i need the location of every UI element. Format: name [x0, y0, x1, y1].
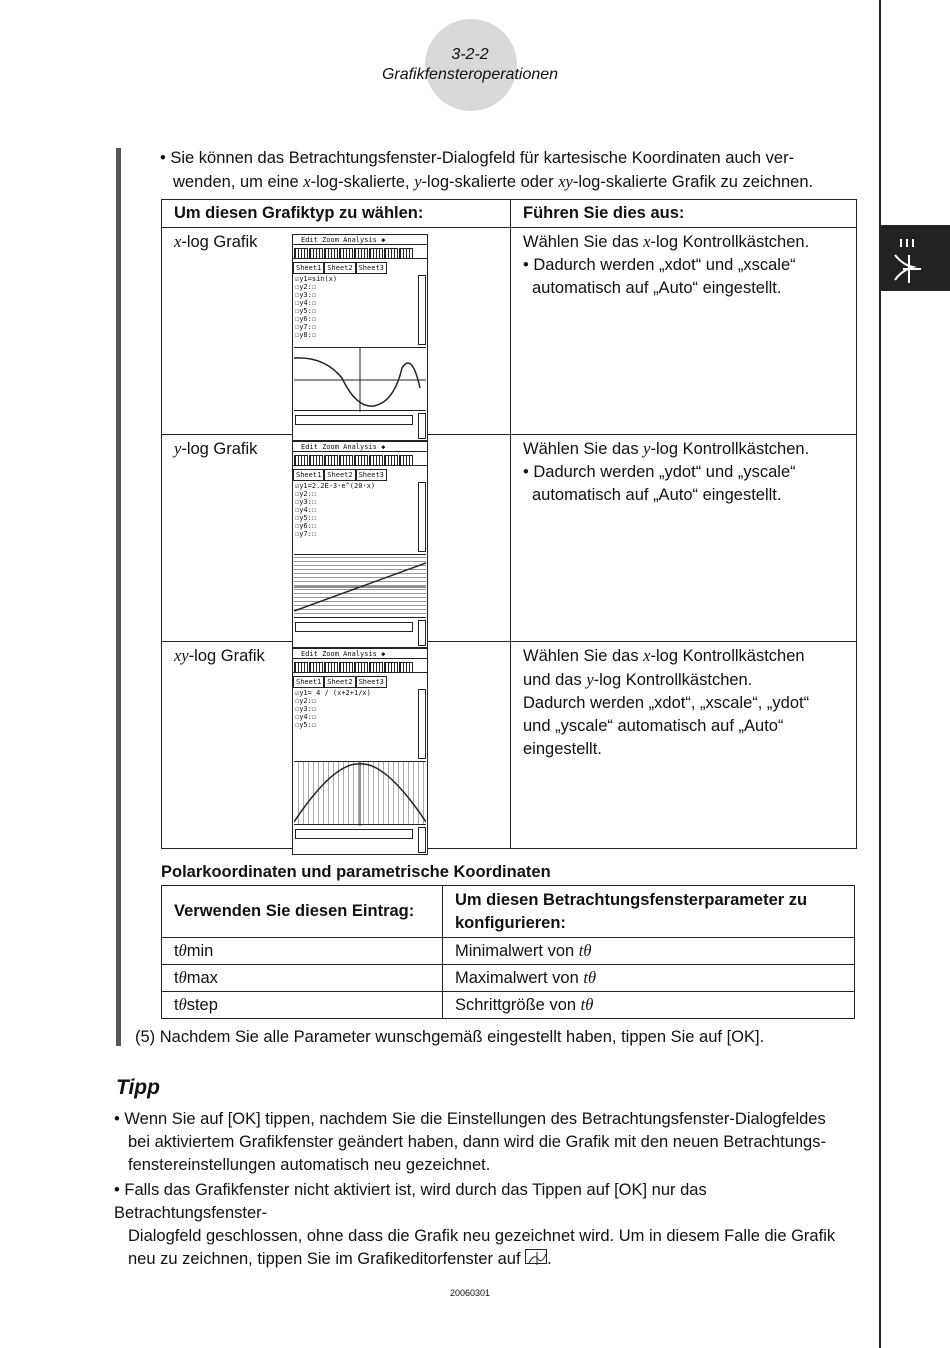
table-row: tθstep Schrittgröße von tθ: [162, 992, 855, 1019]
calculator-screenshot: Edit Zoom Analysis ◆ Sheet1 Sheet2 Sheet3 ☑y1= 4 / (x+2+1/x) ☐y2:☐ ☐y3:☐ ☐y4:☐ ☐y5:☐: [292, 648, 428, 855]
table-row: tθmax Maximalwert von tθ: [162, 965, 855, 992]
graph-editor-icon: [881, 225, 950, 291]
table-row: xy-log Grafik Edit Zoom Analysis ◆ Sheet1 Sheet2 Sheet3 ☑y1= 4 / (x+2+1/x) ☐y2:☐ ☐y3:☐ ☐y4:☐ ☐y5:☐ Wählen Sie das x-log Kontrollkästchen und das y-log Kontrollkästchen. Dadurch werden „xdot“, „xscale“, „ydot“ und „yscale“ automatisch auf „Auto“ eingestellt.: [162, 642, 857, 849]
header-circle: [425, 19, 517, 111]
calculator-screenshot: Edit Zoom Analysis ◆ Sheet1 Sheet2 Sheet3 ☑y1=2.2E-3·e^(20·x) ☐y2:☐ ☐y3:☐ ☐y4:☐ ☐y5:☐ ☐y6:☐ ☐y7:☐: [292, 441, 428, 648]
table-row: tθmin Minimalwert von tθ: [162, 938, 855, 965]
table-header: Führen Sie dies aus:: [511, 200, 857, 228]
table-header: Um diesen Betrachtungsfensterparameter zu konfigurieren:: [443, 886, 855, 938]
graph-type-table: [161, 199, 857, 849]
table-row: y-log Grafik Edit Zoom Analysis ◆ Sheet1 Sheet2 Sheet3 ☑y1=2.2E-3·e^(20·x) ☐y2:☐ ☐y3:☐ ☐y4:☐ ☐y5:☐ ☐y6:☐ ☐y7:☐ Wählen Sie das y-log Kontrollkästchen. • Dadurch werden „ydot“ und „yscale“ automatisch auf „Auto“ eingestellt.: [162, 435, 857, 642]
step-5: (5) Nachdem Sie alle Parameter wunschgemäß eingestellt haben, tippen Sie auf [OK].: [135, 1028, 765, 1046]
section-number: 3-2-2: [451, 46, 489, 63]
section-title: Grafikfensteroperationen: [381, 66, 559, 83]
polar-heading: Polarkoordinaten und parametrische Koordinaten: [161, 863, 551, 881]
tipp-bullet-1: • Wenn Sie auf [OK] tippen, nachdem Sie die Einstellungen des Betrachtungsfenster-Dialogfeldes bei aktiviertem Grafikfenster geändert haben, dann wird die Grafik mit den neuen Betrachtungs- fenstereinstellungen automatisch neu gezeichnet.: [114, 1110, 826, 1174]
chapter-tab: [881, 225, 950, 291]
table-header: Um diesen Grafiktyp zu wählen:: [162, 200, 511, 228]
table-row: x-log Grafik Edit Zoom Analysis ◆ Sheet1 Sheet2 Sheet3 ☑y1=sin(x) ☐y2:☐ ☐y3:☐ ☐y4:☐ ☐y5:☐ ☐y6:☐ ☐y7:☐ ☐y8:☐ Wählen Sie das x-log Kontrollkästchen. • Dadurch werden „xdot“ und „xscale“ automatisch auf „Auto“ eingestellt.: [162, 228, 857, 435]
table-header: Verwenden Sie diesen Eintrag:: [162, 886, 443, 938]
tipp-heading: Tipp: [116, 1076, 160, 1099]
margin-bar: [116, 148, 121, 1046]
redraw-icon: [525, 1249, 547, 1264]
footer-code: 20060301: [449, 1288, 491, 1298]
tipp-bullet-2: • Falls das Grafikfenster nicht aktiviert ist, wird durch das Tippen auf [OK] nur das Betrachtungsfenster- Dialogfeld geschlossen, ohne dass die Grafik neu gezeichnet wird. Um in diesem Falle die Grafik neu zu zeichnen, tippen Sie im Grafikeditorfenster auf .: [114, 1181, 836, 1268]
calculator-screenshot: Edit Zoom Analysis ◆ Sheet1 Sheet2 Sheet3 ☑y1=sin(x) ☐y2:☐ ☐y3:☐ ☐y4:☐ ☐y5:☐ ☐y6:☐ ☐y7:☐ ☐y8:☐: [292, 234, 428, 441]
intro-paragraph: • Sie können das Betrachtungsfenster-Dialogfeld für kartesische Koordinaten auch ver- wenden, um eine x-log-skalierte, y-log-skalierte oder xy-log-skalierte Grafik zu zeichnen.: [160, 149, 814, 191]
polar-table: [161, 885, 855, 1019]
right-margin-rule: [879, 0, 881, 1348]
